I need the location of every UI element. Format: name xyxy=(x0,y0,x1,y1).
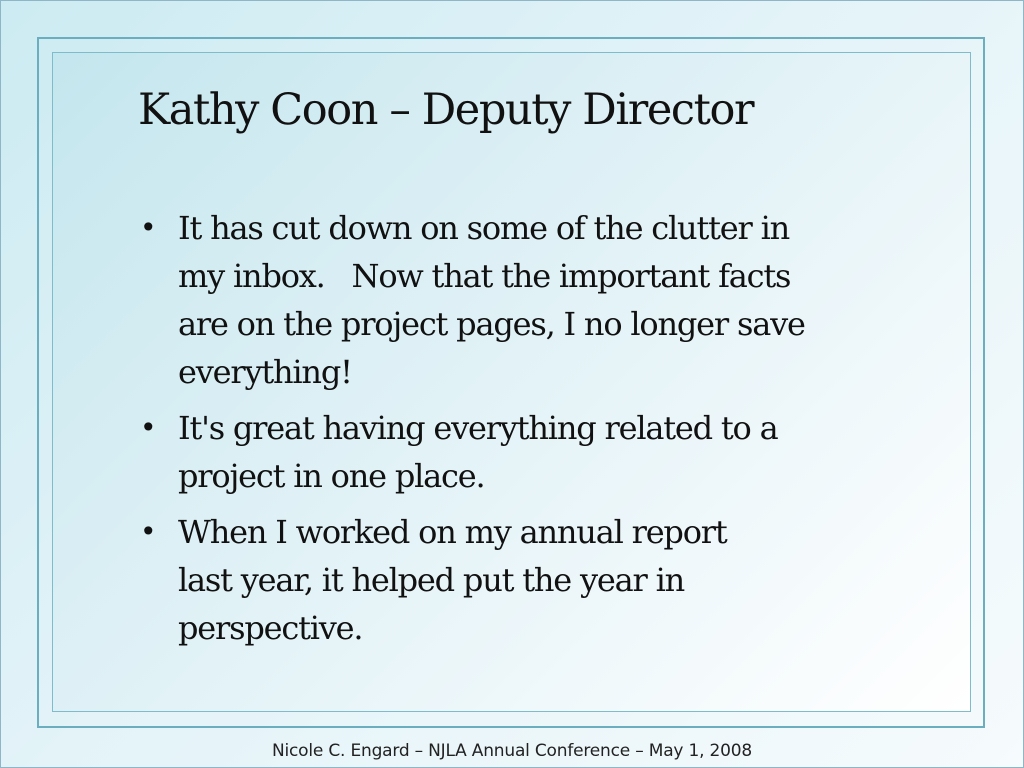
bullet-line: my inbox. Now that the important facts xyxy=(178,257,791,295)
bullet-item xyxy=(140,204,900,396)
bullet-dot-icon: • xyxy=(140,411,156,444)
bullet-line: It has cut down on some of the clutter in xyxy=(178,209,790,247)
slide-title: Kathy Coon – Deputy Director xyxy=(138,85,754,135)
bullet-line: It's great having everything related to a xyxy=(178,409,778,447)
bullet-line: perspective. xyxy=(178,609,363,647)
bullet-item xyxy=(140,508,900,652)
bullet-line: are on the project pages, I no longer save xyxy=(178,305,805,343)
bullet-dot-icon: • xyxy=(140,211,156,244)
slide-footer: Nicole C. Engard – NJLA Annual Conference – May 1, 2008 xyxy=(272,741,752,761)
bullet-item xyxy=(140,404,900,500)
bullet-dot-icon: • xyxy=(140,515,156,548)
bullet-line: last year, it helped put the year in xyxy=(178,561,685,599)
bullet-list xyxy=(140,204,900,660)
bullet-line: everything! xyxy=(178,353,352,391)
bullet-line: When I worked on my annual report xyxy=(178,513,727,551)
bullet-line: project in one place. xyxy=(178,457,485,495)
